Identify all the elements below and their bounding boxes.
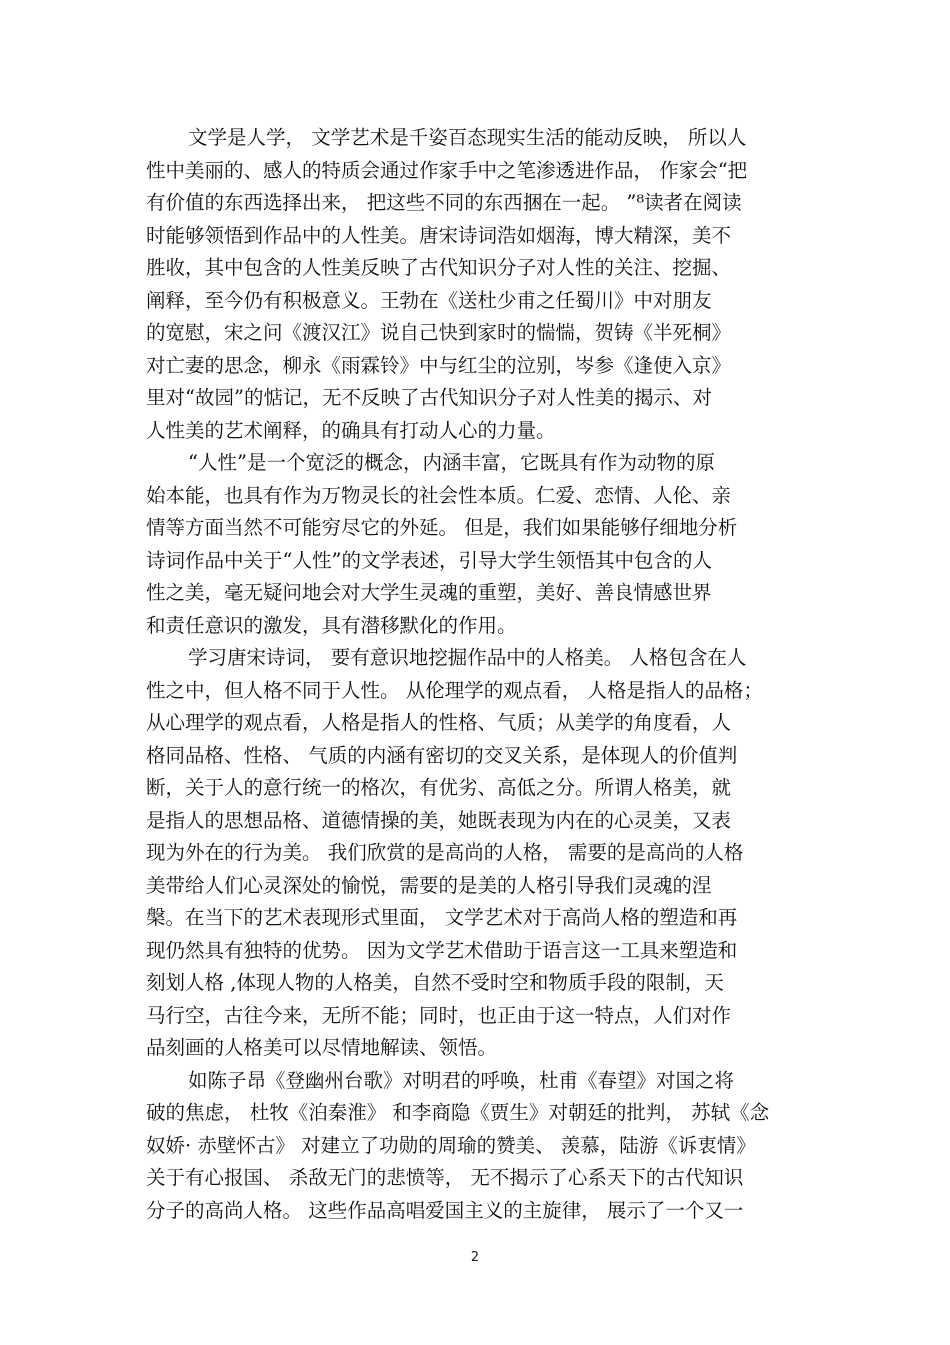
text-line: 断，关于人的意行统一的格次，有优劣、高低之分。所谓人格美，就 xyxy=(146,776,732,799)
text-line: 始本能，也具有作为万物灵长的社会性本质。仁爱、恋情、人伦、亲 xyxy=(146,483,732,507)
text-line: 文学是人学， 文学艺术是千姿百态现实生活的能动反映， 所以人 xyxy=(188,126,747,149)
text-line: 和责任意识的激发，具有潜移默化的作用。 xyxy=(146,613,517,637)
text-line: 对亡妻的思念，柳永《雨霖铃》中与红尘的泣别，岑参《逢使入京》 xyxy=(146,353,732,377)
text-line: 品刻画的人格美可以尽情地解读、领悟。 xyxy=(146,1036,498,1059)
text-line: 性中美丽的、感人的特质会通过作家手中之笔渗透进作品， 作家会“把 xyxy=(146,158,748,182)
text-line: 美带给人们心灵深处的愉悦，需要的是美的人格引导我们灵魂的涅 xyxy=(146,873,712,897)
text-line: 破的焦虑， 杜牧《泊秦淮》 和李商隐《贾生》对朝廷的批判， 苏轼《念 xyxy=(146,1101,770,1124)
text-line: 现为外在的行为美。 我们欣赏的是高尚的人格， 需要的是高尚的人格 xyxy=(146,841,744,864)
text-line: 如陈子昂《登幽州台歌》对明君的呼唤，杜甫《春望》对国之将 xyxy=(188,1068,735,1092)
text-line: 人性美的艺术阐释，的确具有打动人心的力量。 xyxy=(146,418,556,442)
text-line: 从心理学的观点看，人格是指人的性格、气质；从美学的角度看，人 xyxy=(146,711,732,734)
text-line: 奴娇· 赤壁怀古》 对建立了功勋的周瑜的赞美、 羡慕，陆游《诉衷情》 xyxy=(146,1133,756,1157)
text-line: 马行空，古往今来，无所不能；同时，也正由于这一特点，人们对作 xyxy=(146,1003,732,1027)
text-line: 刻划人格 ,体现人物的人格美，自然不受时空和物质手段的限制，天 xyxy=(146,971,724,994)
text-line: 时能够领悟到作品中的人性美。唐宋诗词浩如烟海，博大精深，美不 xyxy=(146,223,732,247)
text-line: “人性”是一个宽泛的概念，内涵丰富，它既具有作为动物的原 xyxy=(188,451,715,474)
text-line: 胜收，其中包含的人性美反映了古代知识分子对人性的关注、挖掘、 xyxy=(146,256,732,279)
text-line: 性之美，毫无疑问地会对大学生灵魂的重塑，美好、善良情感世界 xyxy=(146,581,712,604)
text-line: 分子的高尚人格。 这些作品高唱爱国主义的主旋律， 展示了一个又一 xyxy=(146,1198,744,1222)
text-line: 现仍然具有独特的优势。 因为文学艺术借助于语言这一工具来塑造和 xyxy=(146,938,738,962)
text-line: 槃。在当下的艺术表现形式里面， 文学艺术对于高尚人格的塑造和再 xyxy=(146,906,738,929)
text-line: 情等方面当然不可能穷尽它的外延。 但是，我们如果能够仔细地分析 xyxy=(146,516,738,539)
text-line: 是指人的思想品格、道德情操的美，她既表现为内在的心灵美，又表 xyxy=(146,808,732,832)
body-text xyxy=(146,122,810,1227)
text-line: 诗词作品中关于“人性”的文学表述，引导大学生领悟其中包含的人 xyxy=(146,548,712,572)
text-line: 阐释，至今仍有积极意义。王勃在《送杜少甫之任蜀川》中对朋友 xyxy=(146,288,712,312)
text-line: 性之中，但人格不同于人性。 从伦理学的观点看， 人格是指人的品格； xyxy=(146,678,763,702)
text-line: 学习唐宋诗词， 要有意识地挖掘作品中的人格美。 人格包含在人 xyxy=(188,646,747,669)
text-line: 的宽慰，宋之问《渡汉江》说自己快到家时的惴惴，贺铸《半死桐》 xyxy=(146,321,732,344)
text-line: 格同品格、性格、 气质的内涵有密切的交叉关系，是体现人的价值判 xyxy=(146,743,738,767)
text-line: 里对“故园”的惦记，无不反映了古代知识分子对人性美的揭示、对 xyxy=(146,386,712,409)
text-line: 关于有心报国、 杀敌无门的悲愤等， 无不揭示了心系天下的古代知识 xyxy=(146,1166,744,1189)
page-number: 2 xyxy=(470,1250,480,1265)
text-line: 有价值的东西选择出来， 把这些不同的东西捆在一起。 ”⁸读者在阅读 xyxy=(146,191,742,214)
